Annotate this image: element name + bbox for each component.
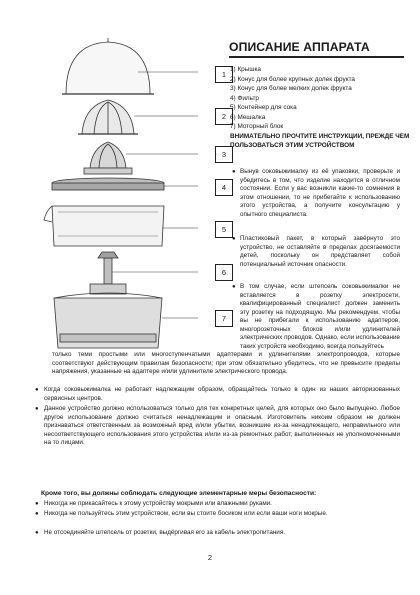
section-title: ОПИСАНИЕ АППАРАТА [229,40,370,54]
bullet-icon: ● [232,284,236,290]
bullet-text: Никогда не прикасайтесь к этому устройству мокрыми или влажными руками. [44,500,272,507]
parts-list-item: 6) Мешалка [230,113,266,121]
bullet-icon: ● [35,511,39,517]
bullet-text: Когда соковыжималка не работает надлежащим образом, обращайтесь только в один из наших авторизованных сервисных центров. [44,386,400,402]
callout-6: 6 [215,264,233,281]
bullet-icon: ● [35,387,39,393]
bullet-icon: ● [35,406,39,412]
bullet-paragraph [35,529,400,538]
safety-measures-heading: Кроме того, вы должны соблюдать следующие элементарные меры безопасности: [41,490,317,497]
parts-list-item: 4) Фильтр [230,94,259,102]
callout-7: 7 [215,310,233,327]
bullet-text: Не отсоединяйте штепсель от розетки, выдёргивая его за кабель электропитания. [44,529,285,536]
bullet-icon: ● [232,236,236,242]
bullet-icon: ● [35,501,39,507]
bullet-paragraph [232,168,400,219]
bullet-text: Вынув соковыжималку из её упаковки, проверьте и убедитесь в том, что изделие находится в отличном состоянии. Если у вас возникли какие-то сомнения в этом отношении, то не прибегайте к использованию этого устройства, а получите консультацию у опытного специалиста. [240,168,400,218]
continuation-paragraph: только теми простыми или многоступенчатыми адаптерами и удлинителями электропроводов, которые соответствуют действующим правилам безопасности; при этом обязательно убедитесь, что не превысите пределы напряжения, указанные на адаптере и/или удлинителе электрического провода. [52,351,400,375]
bullet-paragraph [232,235,400,269]
parts-list-item: 2) Конус для более крупных долек фрукта [230,75,355,83]
callout-3: 3 [215,146,233,163]
bullet-paragraph [35,500,400,509]
bullet-paragraph [232,283,400,351]
title-underline [229,56,404,58]
parts-list [230,65,410,132]
bullet-paragraph [35,386,400,403]
parts-list-item: 3) Конус для более мелких долек фрукта [230,85,352,92]
parts-list-item: 5) Контейнер для сока [230,104,297,111]
juicer-exploded-diagram [38,36,227,358]
bullet-icon: ● [232,169,236,175]
warning-heading: ВНИМАТЕЛЬНО ПРОЧТИТЕ ИНСТРУКЦИИ, ПРЕЖДЕ ЧЕМ ПОЛЬЗОВАТЬСЯ ЭТИМ УСТРОЙСТВОМ [230,133,410,149]
bullet-text: Никогда не пользуйтесь этим устройством, если вы стоите босиком или если ваши ноги мокрые. [44,510,328,517]
callout-4: 4 [215,179,233,196]
parts-list-item: 1) Крышка [230,66,261,73]
bullet-text: Пластиковый пакет, в который завёрнуто это устройство, не оставляйте в пределах досягаемости детей, поскольку он представляет собой потенциальный источник опасности. [240,235,400,268]
bullet-paragraph [35,405,400,448]
juicer-drawing [38,36,198,358]
bullet-text: В том случае, если штепсель соковыжималки не вставляется в розетку электросети, квалифицированный специалист должен заменить эту розетку на подходящую. Мы рекомендуем, чтобы вы не прибегали к использованию адаптеров, многорозеточных блоков и/или удлинителей электрических проводов. Однако, если использование таких устройств необходимо, всегда пользуйтесь [240,283,400,350]
parts-list-item: 7) Моторный блок [230,123,284,130]
bullet-paragraph [35,510,400,519]
callout-1: 1 [215,66,233,83]
callout-2: 2 [215,108,233,125]
page-number: 2 [207,553,213,562]
bullet-text: Данное устройство должно использоваться только для тех конкретных целей, для которых оно было выпущено. Любое другое использование должно считаться ненадлежащим и опасным. Изготовитель никоим образом не должен признаваться ответственным за возможный вред и/или убытки, возникшие из-за ненадлежащего, неправильного или несоответствующего использования этого устройства и/или из-за ремонтных работ, выполненных не уполномоченными на то лицами. [44,405,400,446]
bullet-icon: ● [35,530,39,536]
callout-5: 5 [215,221,233,238]
